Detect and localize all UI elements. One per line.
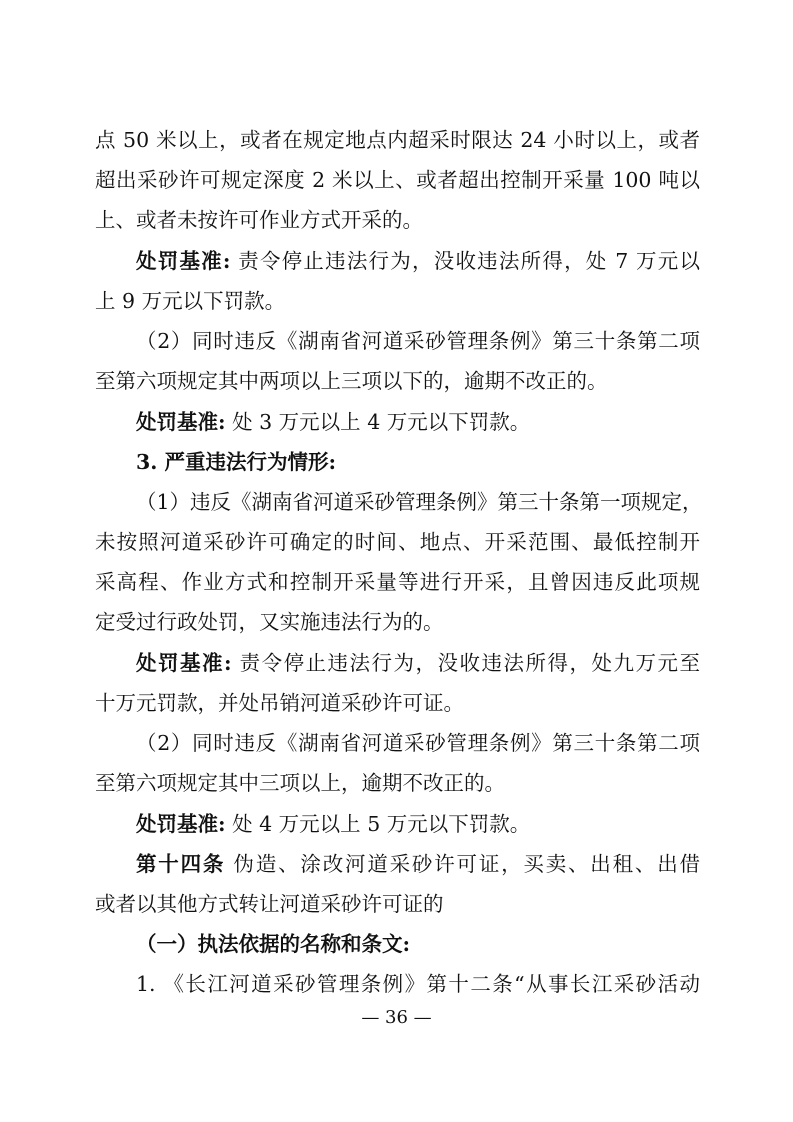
body-line: 未按照河道采砂许可确定的时间、地点、开采范围、最低控制开 bbox=[95, 530, 700, 554]
body-line: 采高程、作业方式和控制开采量等进行开采，且曾因违反此项规 bbox=[95, 570, 700, 594]
penalty-basis-text: 责令停止违法行为，没收违法所得，处 7 万元以 bbox=[238, 249, 700, 273]
penalty-basis-text: 处 4 万元以上 5 万元以下罚款。 bbox=[232, 812, 531, 836]
page-number: — 36 — bbox=[361, 1007, 432, 1028]
penalty-basis-label: 处罚基准: bbox=[136, 410, 226, 434]
penalty-basis-text: 责令停止违法行为，没收违法所得，处九万元至 bbox=[239, 651, 700, 675]
body-line: （2）同时违反《湖南省河道采砂管理条例》第三十条第二项 bbox=[136, 731, 700, 755]
article-line bbox=[136, 850, 700, 878]
penalty-basis-line bbox=[136, 408, 700, 436]
penalty-basis-line bbox=[136, 649, 700, 677]
body-line: 或者以其他方式转让河道采砂许可证的 bbox=[95, 892, 444, 916]
section-heading: 3. 严重违法行为情形: bbox=[136, 450, 337, 474]
section-heading: （一）执法依据的名称和条文: bbox=[136, 932, 411, 956]
body-line: 定受过行政处罚，又实施违法行为的。 bbox=[95, 610, 444, 634]
body-line: 至第六项规定其中三项以上，逾期不改正的。 bbox=[95, 771, 505, 795]
article-text: 伪造、涂改河道采砂许可证，买卖、出租、出借 bbox=[233, 852, 701, 876]
article-label: 第十四条 bbox=[136, 852, 226, 876]
body-line: 上、或者未按许可作业方式开采的。 bbox=[95, 208, 423, 232]
body-line: 十万元罚款，并处吊销河道采砂许可证。 bbox=[95, 691, 464, 715]
body-line: （1）违反《湖南省河道采砂管理条例》第三十条第一项规定， bbox=[136, 490, 703, 514]
penalty-basis-text: 处 3 万元以上 4 万元以下罚款。 bbox=[232, 410, 531, 434]
body-line: 点 50 米以上，或者在规定地点内超采时限达 24 小时以上，或者 bbox=[95, 128, 700, 152]
body-line: （2）同时违反《湖南省河道采砂管理条例》第三十条第二项 bbox=[136, 329, 700, 353]
body-line: 至第六项规定其中两项以上三项以下的，逾期不改正的。 bbox=[95, 369, 608, 393]
body-line: 上 9 万元以下罚款。 bbox=[95, 289, 286, 313]
penalty-basis-label: 处罚基准: bbox=[136, 812, 226, 836]
body-line: 超出采砂许可规定深度 2 米以上、或者超出控制开采量 100 吨以 bbox=[95, 168, 700, 192]
body-line: 1. 《长江河道采砂管理条例》第十二条“从事长江采砂活动 bbox=[136, 972, 700, 996]
penalty-basis-line bbox=[136, 247, 700, 275]
penalty-basis-label: 处罚基准: bbox=[136, 249, 231, 273]
penalty-basis-line bbox=[136, 810, 700, 838]
penalty-basis-label: 处罚基准: bbox=[136, 651, 232, 675]
